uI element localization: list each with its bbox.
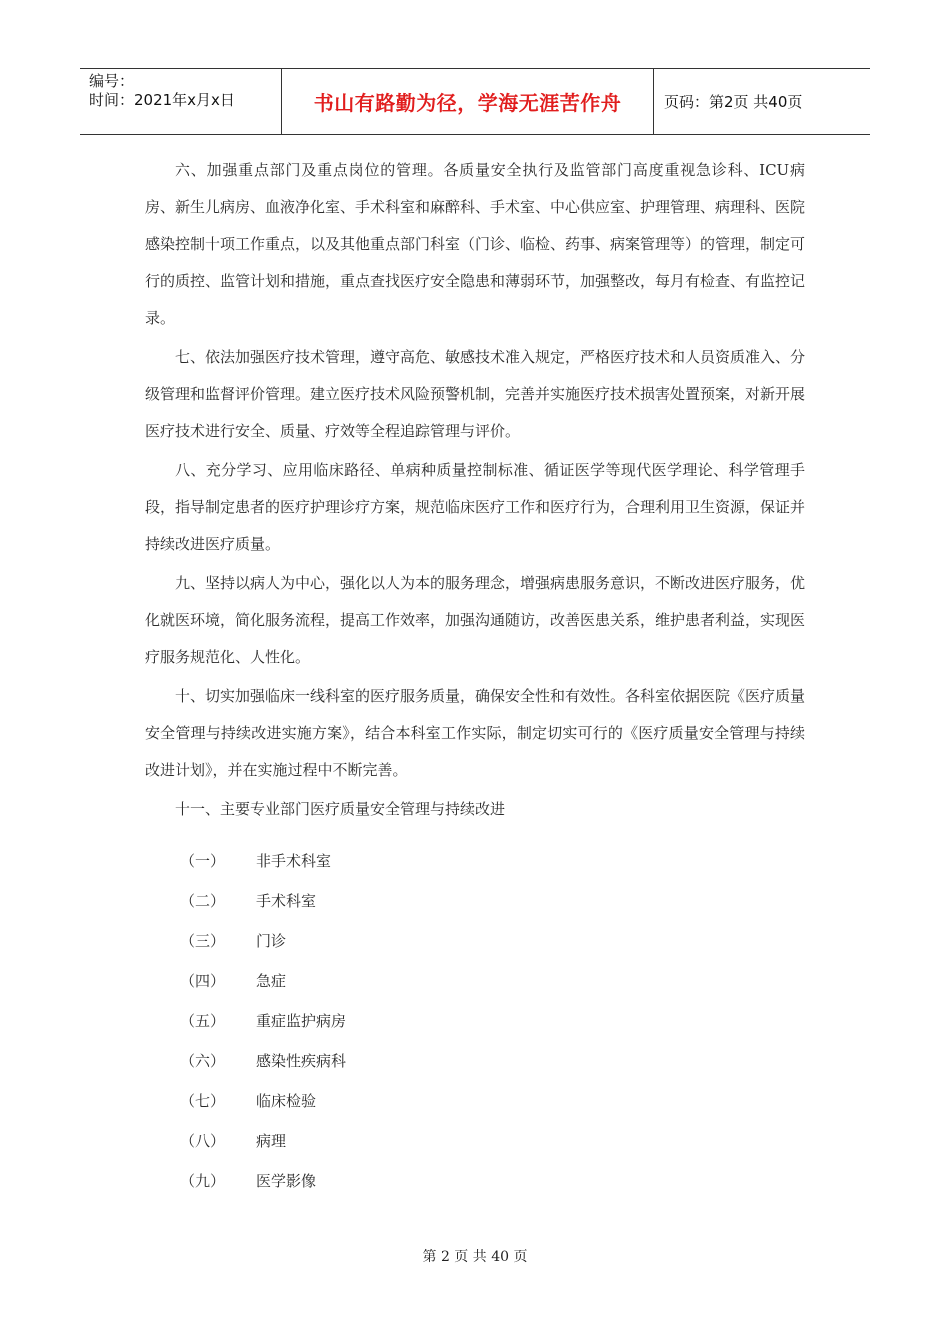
paragraph-9: 九、坚持以病人为中心，强化以人为本的服务理念，增强病患服务意识，不断改进医疗服务，优化就医环境，简化服务流程，提高工作效率，加强沟通随访，改善医患关系，维护患者利益，实现医疗服务规范化、人性化。 — [145, 574, 806, 666]
list-item-number: （六） — [180, 1051, 226, 1070]
list-item-text: 急症 — [256, 971, 287, 990]
header-motto: 书山有路勤为径，学海无涯苦作舟 — [282, 69, 654, 134]
paragraph-10: 十、切实加强临床一线科室的医疗服务质量，确保安全性和有效性。各科室依据医院《医疗质量安全管理与持续改进实施方案》，结合本科室工作实际，制定切实可行的《医疗质量安全管理与持续改进计划》，并在实施过程中不断完善。 — [145, 687, 806, 779]
list-item — [180, 1000, 680, 1040]
page-header — [80, 68, 870, 135]
list-item-number: （三） — [180, 931, 226, 950]
list-item-text: 医学影像 — [256, 1171, 317, 1190]
list-item-text: 临床检验 — [256, 1091, 317, 1110]
list-item — [180, 1120, 680, 1160]
list-item-text: 手术科室 — [256, 891, 317, 910]
list-item-number: （七） — [180, 1091, 226, 1110]
paragraph-6: 六、加强重点部门及重点岗位的管理。各质量安全执行及监管部门高度重视急诊科、ICU病房、新生儿病房、血液净化室、手术科室和麻醉科、手术室、中心供应室、护理管理、病理科、医院感染控制十项工作重点，以及其他重点部门科室（门诊、临检、药事、病案管理等）的管理，制定可行的质控、监管计划和措施，重点查找医疗安全隐患和薄弱环节，加强整改，每月有检查、有监控记录。 — [145, 161, 806, 327]
header-meta — [80, 69, 282, 134]
list-item-number: （四） — [180, 971, 226, 990]
page-footer: 第 2 页 共 40 页 — [422, 1249, 528, 1265]
time-label: 时间：2021年x月x日 — [89, 91, 235, 109]
list-item-number: （五） — [180, 1011, 226, 1030]
paragraph-8: 八、充分学习、应用临床路径、单病种质量控制标准、循证医学等现代医学理论、科学管理手段，指导制定患者的医疗护理诊疗方案，规范临床医疗工作和医疗行为，合理利用卫生资源，保证并持续改进医疗质量。 — [145, 461, 806, 553]
document-body — [145, 152, 805, 828]
list-item-text: 重症监护病房 — [256, 1011, 347, 1030]
list-item — [180, 840, 680, 880]
header-page-info: 页码：第2页 共40页 — [664, 93, 803, 111]
list-item — [180, 880, 680, 920]
list-item-number: （一） — [180, 851, 226, 870]
list-item-text: 病理 — [256, 1131, 287, 1150]
number-label: 编号： — [89, 72, 135, 90]
section-heading-11: 十一、主要专业部门医疗质量安全管理与持续改进 — [175, 800, 506, 818]
list-item-text: 非手术科室 — [256, 851, 332, 870]
paragraph-7: 七、依法加强医疗技术管理，遵守高危、敏感技术准入规定，严格医疗技术和人员资质准入、分级管理和监督评价管理。建立医疗技术风险预警机制，完善并实施医疗技术损害处置预案，对新开展医疗技术进行安全、质量、疗效等全程追踪管理与评价。 — [145, 348, 806, 440]
list-item-text: 门诊 — [256, 931, 287, 950]
list-item-text: 感染性疾病科 — [256, 1051, 347, 1070]
list-item — [180, 1080, 680, 1120]
department-list — [180, 840, 680, 1200]
list-item — [180, 960, 680, 1000]
list-item-number: （八） — [180, 1131, 226, 1150]
list-item — [180, 920, 680, 960]
list-item — [180, 1040, 680, 1080]
list-item-number: （九） — [180, 1171, 226, 1190]
list-item — [180, 1160, 680, 1200]
list-item-number: （二） — [180, 891, 226, 910]
